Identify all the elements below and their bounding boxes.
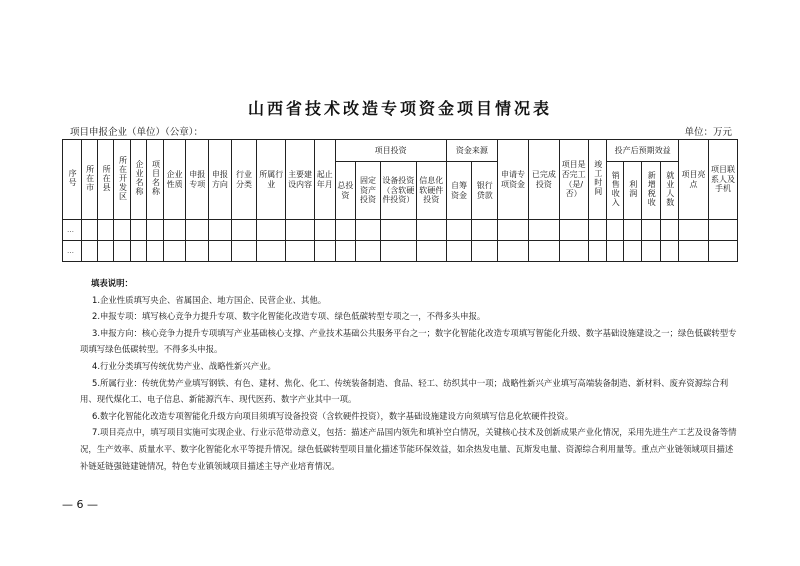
note-item: 2.申报专项：填写核心竞争力提升专项、数字化智能化改造专项、绿色低碳转型专项之一，不得多头申报。 [92,311,486,322]
header-row-1 [63,140,738,162]
col-inv-total: 总投资 [335,162,356,220]
col-inv-equipment: 设备投资（含软硬件投资） [380,162,416,220]
notes-section [80,275,740,474]
note-item: 7.项目亮点中，填写项目实施可实现企业、行业示范带动意义，包括：描述产品国内领先和填补空白情况，关键核心技术及创新成果产业化情况，采用先进生产工艺及设备等情况，生产效率、质量水平、数字化智能化水平等提升情况。绿色低碳转型项目量化描述节能环保效益，如余热发电量、瓦斯发电量、资源综合利用量等。重点产业链领域项目描述补链延链强链建链情况，特色专业镇领域项目描述主导产业培育情况。 [80,427,737,471]
note-item: 6.数字化智能化改造专项智能化升级方向项目须填写设备投资（含软硬件投资），数字基础设施建设方向须填写信息化软硬件投资。 [92,410,574,421]
note-item: 1.企业性质填写央企、省属国企、地方国企、民营企业、其他。 [92,294,327,305]
col-contact: 项目联系人及手机 [708,140,737,220]
col-highlight: 项目亮点 [679,140,709,220]
note-item: 5.所属行业：传统优势产业填写钢铁、有色、建材、焦化、化工、传统装备制造、食品、轻工、纺织其中一项；战略性新兴产业填写高端装备制造、新材料、废弃资源综合利用、现代煤化工、电子信息、新能源汽车、现代医药、数字产业其中一项。 [80,377,729,405]
col-industry: 所属行业 [257,140,286,220]
col-is-completed: 项目是否完工（是/否） [559,140,588,220]
col-fund-loan: 银行贷款 [472,162,498,220]
col-ben-tax: 新增税收 [642,162,661,220]
unit-label: 单位：万元 [684,127,732,138]
table-row [63,220,738,241]
col-content: 主要建设内容 [286,140,315,220]
group-funding: 资金来源 [446,140,497,162]
table-row [63,241,738,262]
col-city: 所在市 [81,140,97,220]
col-industry-class: 行业分类 [231,140,257,220]
col-ben-profit: 利润 [623,162,642,220]
group-benefit: 投产后预期效益 [607,140,679,162]
col-complete-time: 竣工时间 [588,140,607,220]
col-ben-sales: 销售收入 [607,162,623,220]
col-inv-it: 信息化软硬件投资 [416,162,446,220]
col-period: 起止年月 [314,140,335,220]
col-special: 申报专项 [186,140,209,220]
col-county: 所在县 [97,140,113,220]
col-zone: 所在开发区 [114,140,130,220]
applicant-label: 项目申报企业（单位）（公章）： [70,127,204,138]
page-title: 山西省技术改造专项资金项目情况表 [247,99,552,118]
col-direction: 申报方向 [209,140,232,220]
col-seq: 序号 [63,140,82,220]
note-item: 4.行业分类填写传统优势产业、战略性新兴产业。 [92,360,276,371]
note-item: 3.申报方向：核心竞争力提升专项填写产业基础核心支撑、产业技术基础公共服务平台之一；数字化智能化改造专项填写智能化升级、数字基础设施建设之一；绿色低碳转型专项填写绿色低碳转型。不得多头申报。 [80,327,737,355]
row-marker: … [63,220,82,241]
col-completed-inv: 已完成投资 [528,140,559,220]
project-info-table [62,139,738,262]
row-marker: … [63,241,82,262]
col-fund-own: 自筹资金 [446,162,472,220]
col-company: 企业名称 [130,140,146,220]
notes-heading: 填表说明： [91,278,133,288]
col-apply-special: 申请专项资金 [498,140,529,220]
page-number: — 6 — [62,498,98,511]
col-nature: 企业性质 [163,140,186,220]
col-inv-fixed: 固定资产投资 [356,162,381,220]
col-ben-jobs: 就业人数 [660,162,679,220]
col-project: 项目名称 [147,140,163,220]
group-investment: 项目投资 [335,140,446,162]
